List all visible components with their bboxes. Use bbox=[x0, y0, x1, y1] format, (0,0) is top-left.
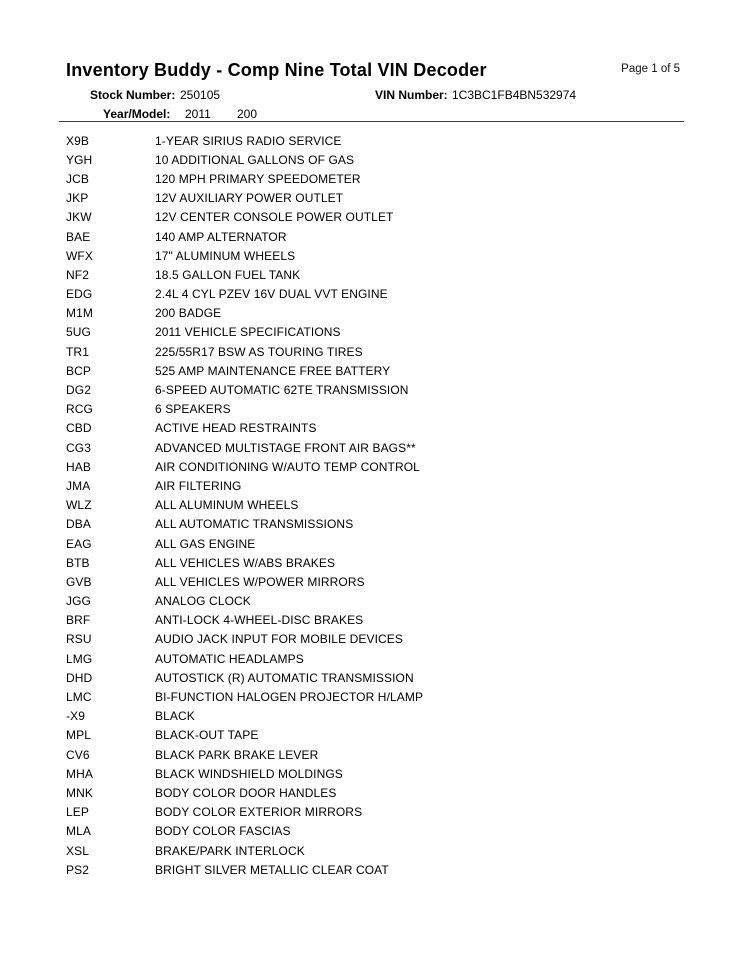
option-code: MLA bbox=[66, 824, 91, 839]
option-description: 6-SPEED AUTOMATIC 62TE TRANSMISSION bbox=[155, 383, 409, 398]
option-code: JMA bbox=[66, 478, 91, 493]
option-description: ALL VEHICLES W/ABS BRAKES bbox=[155, 555, 336, 570]
option-code: DBA bbox=[66, 517, 91, 532]
option-row bbox=[66, 208, 702, 227]
option-row bbox=[66, 419, 702, 438]
year-value: 2011 bbox=[185, 107, 211, 121]
option-code: HAB bbox=[66, 459, 91, 474]
option-code: M1M bbox=[66, 306, 93, 321]
option-description: BODY COLOR DOOR HANDLES bbox=[155, 785, 337, 800]
option-description: ACTIVE HEAD RESTRAINTS bbox=[155, 421, 317, 436]
year-model-label: Year/Model: bbox=[103, 107, 171, 121]
option-code: JKW bbox=[66, 210, 92, 225]
option-row bbox=[66, 496, 702, 515]
option-row bbox=[66, 150, 702, 169]
option-code: PS2 bbox=[66, 862, 89, 877]
option-code: XSL bbox=[66, 843, 89, 858]
option-code: RSU bbox=[66, 632, 92, 647]
option-row bbox=[66, 323, 702, 342]
option-code: 5UG bbox=[66, 325, 91, 340]
option-row bbox=[66, 726, 702, 745]
option-description: 120 MPH PRIMARY SPEEDOMETER bbox=[155, 171, 361, 186]
option-description: 6 SPEAKERS bbox=[155, 402, 231, 417]
option-row bbox=[66, 380, 702, 399]
option-code: JKP bbox=[66, 191, 89, 206]
option-description: 225/55R17 BSW AS TOURING TIRES bbox=[155, 344, 363, 359]
option-row bbox=[66, 246, 702, 265]
option-row bbox=[66, 764, 702, 783]
vin-number-label: VIN Number: bbox=[375, 88, 448, 102]
option-code: BTB bbox=[66, 555, 90, 570]
option-code: BAE bbox=[66, 229, 91, 244]
option-description: BLACK-OUT TAPE bbox=[155, 728, 259, 743]
option-description: BLACK PARK BRAKE LEVER bbox=[155, 747, 319, 762]
option-description: BODY COLOR EXTERIOR MIRRORS bbox=[155, 805, 363, 820]
option-code: RCG bbox=[66, 402, 93, 417]
option-row bbox=[66, 803, 702, 822]
page-title: Inventory Buddy - Comp Nine Total VIN Decoder bbox=[66, 60, 487, 80]
option-row bbox=[66, 361, 702, 380]
option-row bbox=[66, 822, 702, 841]
option-row bbox=[66, 189, 702, 208]
page-number-indicator: Page 1 of 5 bbox=[621, 63, 680, 75]
option-description: 18.5 GALLON FUEL TANK bbox=[155, 267, 301, 282]
option-code: YGH bbox=[66, 152, 93, 167]
option-code: LMC bbox=[66, 690, 92, 705]
option-row bbox=[66, 553, 702, 572]
option-row bbox=[66, 342, 702, 361]
option-description: AUDIO JACK INPUT FOR MOBILE DEVICES bbox=[155, 632, 403, 647]
option-code: NF2 bbox=[66, 267, 89, 282]
option-row bbox=[66, 860, 702, 879]
option-code: -X9 bbox=[66, 709, 85, 724]
option-description: BI-FUNCTION HALOGEN PROJECTOR H/LAMP bbox=[155, 690, 424, 705]
option-description: ALL ALUMINUM WHEELS bbox=[155, 498, 299, 513]
option-description: ALL VEHICLES W/POWER MIRRORS bbox=[155, 574, 365, 589]
header-line-2 bbox=[66, 107, 680, 126]
vin-options-list bbox=[66, 131, 702, 879]
option-code: CBD bbox=[66, 421, 92, 436]
option-code: TR1 bbox=[66, 344, 89, 359]
option-code: EDG bbox=[66, 287, 93, 302]
option-code: LMG bbox=[66, 651, 93, 666]
option-description: BLACK WINDSHIELD MOLDINGS bbox=[155, 766, 343, 781]
option-description: 10 ADDITIONAL GALLONS OF GAS bbox=[155, 152, 355, 167]
option-code: BCP bbox=[66, 363, 91, 378]
option-code: MHA bbox=[66, 766, 93, 781]
option-description: 525 AMP MAINTENANCE FREE BATTERY bbox=[155, 363, 391, 378]
option-row bbox=[66, 592, 702, 611]
option-description: 17" ALUMINUM WHEELS bbox=[155, 248, 296, 263]
option-row bbox=[66, 841, 702, 860]
vin-number-value: 1C3BC1FB4BN532974 bbox=[452, 88, 577, 102]
option-row bbox=[66, 668, 702, 687]
option-description: 12V AUXILIARY POWER OUTLET bbox=[155, 191, 344, 206]
option-row bbox=[66, 227, 702, 246]
option-row bbox=[66, 285, 702, 304]
option-code: WFX bbox=[66, 248, 93, 263]
option-code: DHD bbox=[66, 670, 93, 685]
option-row bbox=[66, 687, 702, 706]
option-row bbox=[66, 707, 702, 726]
option-row bbox=[66, 611, 702, 630]
option-row bbox=[66, 745, 702, 764]
option-row bbox=[66, 438, 702, 457]
model-value: 200 bbox=[237, 107, 258, 121]
option-row bbox=[66, 265, 702, 284]
option-row bbox=[66, 304, 702, 323]
option-description: AUTOMATIC HEADLAMPS bbox=[155, 651, 304, 666]
option-description: BODY COLOR FASCIAS bbox=[155, 824, 291, 839]
option-description: AUTOSTICK (R) AUTOMATIC TRANSMISSION bbox=[155, 670, 414, 685]
option-description: ALL AUTOMATIC TRANSMISSIONS bbox=[155, 517, 354, 532]
option-row bbox=[66, 534, 702, 553]
option-description: 2011 VEHICLE SPECIFICATIONS bbox=[155, 325, 341, 340]
option-description: BRAKE/PARK INTERLOCK bbox=[155, 843, 305, 858]
option-row bbox=[66, 476, 702, 495]
option-row bbox=[66, 131, 702, 150]
option-code: GVB bbox=[66, 574, 92, 589]
option-description: 140 AMP ALTERNATOR bbox=[155, 229, 287, 244]
option-code: WLZ bbox=[66, 498, 92, 513]
option-row bbox=[66, 400, 702, 419]
header-divider bbox=[59, 121, 684, 122]
option-description: ALL GAS ENGINE bbox=[155, 536, 256, 551]
option-row bbox=[66, 630, 702, 649]
option-code: X9B bbox=[66, 133, 89, 148]
option-code: CV6 bbox=[66, 747, 90, 762]
option-row bbox=[66, 572, 702, 591]
option-row bbox=[66, 169, 702, 188]
header-line-1 bbox=[66, 88, 680, 107]
option-description: AIR FILTERING bbox=[155, 478, 242, 493]
option-description: ANALOG CLOCK bbox=[155, 594, 251, 609]
option-row bbox=[66, 649, 702, 668]
option-description: ADVANCED MULTISTAGE FRONT AIR BAGS** bbox=[155, 440, 416, 455]
option-description: 12V CENTER CONSOLE POWER OUTLET bbox=[155, 210, 394, 225]
option-row bbox=[66, 783, 702, 802]
option-code: MNK bbox=[66, 785, 93, 800]
stock-number-value: 250105 bbox=[180, 88, 221, 102]
option-code: BRF bbox=[66, 613, 91, 628]
option-description: 2.4L 4 CYL PZEV 16V DUAL VVT ENGINE bbox=[155, 287, 388, 302]
option-code: CG3 bbox=[66, 440, 91, 455]
title-row bbox=[66, 60, 680, 81]
option-description: AIR CONDITIONING W/AUTO TEMP CONTROL bbox=[155, 459, 420, 474]
option-description: BRIGHT SILVER METALLIC CLEAR COAT bbox=[155, 862, 389, 877]
option-row bbox=[66, 515, 702, 534]
option-description: 1-YEAR SIRIUS RADIO SERVICE bbox=[155, 133, 342, 148]
option-code: EAG bbox=[66, 536, 92, 551]
stock-number-label: Stock Number: bbox=[90, 88, 176, 102]
option-code: LEP bbox=[66, 805, 89, 820]
option-description: BLACK bbox=[155, 709, 195, 724]
option-code: JCB bbox=[66, 171, 89, 186]
option-code: JGG bbox=[66, 594, 91, 609]
option-code: DG2 bbox=[66, 383, 91, 398]
option-row bbox=[66, 457, 702, 476]
option-code: MPL bbox=[66, 728, 91, 743]
option-description: ANTI-LOCK 4-WHEEL-DISC BRAKES bbox=[155, 613, 364, 628]
option-description: 200 BADGE bbox=[155, 306, 222, 321]
